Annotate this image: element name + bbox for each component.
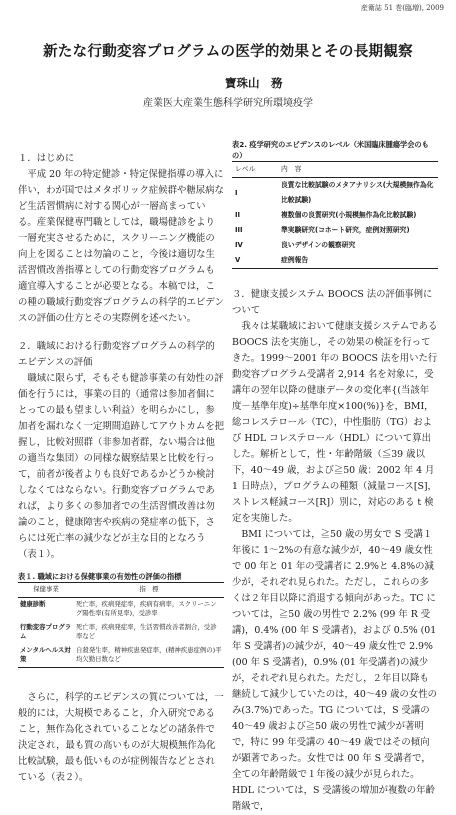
table-1: [18, 571, 224, 668]
table-1-header: 保健事業: [18, 583, 74, 598]
table-2-caption: 表2. 疫学研究のエビデンスのレベル（米国臨床腫瘍学会のもの）: [232, 140, 429, 160]
table-cell: IV: [235, 241, 243, 249]
table-row: [232, 253, 438, 269]
paragraph-intro: 平成 20 年の特定健診・特定保健指導の導入に伴い，わが国ではメタボリック症候群や糖尿病など生活習慣病に対する関心が一層高まっている。産業保健専門職としては，職場健診をより一層充実させるために，スクリーニング機能の向上を図ることは勿論のこと，今後は適切な生活習慣改善指導としての行動変容プログラムも適宜導入することが必要となる。本稿では，この種の職域行動変容プログラムの科学的エビデンスの評価の仕方とその実際例を述べたい。: [18, 169, 224, 324]
table-cell: 良質な比較試験のメタアナリシス(大規模無作為化比較試験): [281, 181, 434, 204]
paragraph-evidence-quality: さらに，科学的エビデンスの質については，一般的には，大規模であること，介入研究であること，無作為化されていることなどの諸条件で決定され，最も質の高いものが大規模無作為化比較試験，最も低いものが症例報告などとされている（表２）。: [18, 691, 224, 783]
table-row: [232, 238, 438, 253]
table-cell: 自殺発生率，精神疾患発症率，(精神疾患症例の)平均欠勤日数など: [74, 644, 224, 668]
table-row: [18, 644, 224, 668]
section-heading-2: ２．職域における行動変容プログラムの科学的エビデンスの評価: [18, 341, 215, 368]
table-cell: I: [235, 188, 238, 197]
section-heading-3: ３．健康支援システム BOOCS 法の評価事例について: [232, 289, 433, 316]
table-2-header: 内 容: [278, 162, 438, 178]
paragraph-evaluation: 職域に限らず，そもそも健診事業の有効性の評価を行うには，事業の目的（通常は参加者個にとっての最も望ましい利益）を明らかにし，参加者を漏れなく一定期間追跡してアウトカムを把握し，比較対照群（非参加者群，ない場合は他の適当な集団）の同様な観察結果と比較を行って，前者が後者よりも良好であるかどうか検討しなくてはならない。行動変容プログラムであれば，より多くの参加者での生活習慣改善は勿論のこと，健康障害や疾病の発症率の低下，さらには死亡率の減少などが主な目的となろう（表１）。: [18, 373, 224, 560]
table-row: [232, 223, 438, 238]
table-cell: III: [235, 226, 243, 234]
table-row: [232, 208, 438, 223]
table-1-header: 指 標: [74, 583, 224, 598]
table-cell: 良いデザインの観察研究: [281, 241, 356, 249]
right-column: [232, 139, 438, 815]
table-row: [18, 597, 224, 621]
table-cell: メンタルヘルス対策: [18, 644, 74, 668]
table-cell: 健康診断: [20, 599, 46, 608]
table-cell: 行動変容プログラム: [20, 622, 72, 640]
paragraph-boocs-method: 我々は某職域において健康支援システムである BOOCS 法を実施し，その効果の検証を行ってきた。1999～2001 年の BOOCS 法を用いた行動変容プログラム受講者 2,914 名を対象に，受講年の翌年以降の健康データの変化率{(当該年度－基準年度)÷基準年度×100(%)}を，BMI，総コレステロール（TC），中性脂肪（TG）および HDL コレステロール（HDL）について算出した。解析として，性・年齢階級（≦39 歳以下，40～49 歳，および≧50 歳：2002 年 4 月 1 日時点），プログラムの種類（減量コース[S]，ストレス軽減コース[R]）別に，対応のある t 検定を実施した。: [232, 321, 438, 524]
table-row: [232, 178, 438, 209]
affiliation: 産業医大産業生態科学研究所環境疫学: [143, 98, 313, 109]
table-cell: 死亡率，疾病発症率，疾病有病率，スクリーニング陽性率(有所見率)，受診率: [76, 599, 217, 617]
table-row: [18, 621, 224, 644]
paragraph-boocs-results: BMI については，≧50 歳の男女で S 受講１年後に 1～2%の有意な減少が，40～49 歳女性で 00 年と 01 年の受講者に 2.9%と 4.8%の減少が，それぞれ見られた。ただし，これらの多くは２年目以降に消退する傾向があった。TC については，≧50 歳の男性で 2.2% (99 年 R 受講)，0.4% (00 年 S 受講者)，および 0.5% (01 年 S 受講者)の減少が，40～49 歳女性で 2.9% (00 年 S 受講者)，0.9% (01 年受講者)の減少が，それぞれ見られた。ただし，２年目以降も継続して減少していたのは，40～49 歳の女性のみ(3.7%)であった。TG については，S 受講の 40～49 歳および≧50 歳の男性で減少が著明で，特に 99 年受講の 40～49 歳ではその傾向が顕著であった。女性では 00 年 S 受講者で，全ての年齢階級で１年後の減少が見られた。HDL については，S 受講後の増加が複数の年齢階級で，: [232, 529, 437, 812]
table-2-header: レベル: [232, 162, 278, 178]
left-column: [18, 151, 224, 786]
table-cell: V: [232, 253, 278, 269]
table-cell: 複数個の良質研究(小規模無作為化比較試験): [281, 211, 417, 219]
running-head: 産衛誌 51 巻(臨増), 2009: [360, 4, 444, 12]
section-heading-1: １．はじめに: [18, 153, 75, 164]
table-cell: 準実験研究(コホート研究，症例対照研究): [281, 226, 410, 234]
table-cell: 症例報告: [278, 253, 438, 269]
author: 寶珠山 務: [225, 76, 283, 90]
table-1-caption: 表１. 職域における保健事業の有効性の評価の指標: [18, 572, 182, 581]
table-2: [232, 139, 438, 269]
table-cell: II: [235, 211, 241, 219]
page-title: 新たな行動変容プログラムの医学的効果とその長期観察: [43, 44, 413, 60]
table-cell: 死亡率，疾病発症率，生活習慣改善者割合，受診率など: [76, 622, 217, 640]
